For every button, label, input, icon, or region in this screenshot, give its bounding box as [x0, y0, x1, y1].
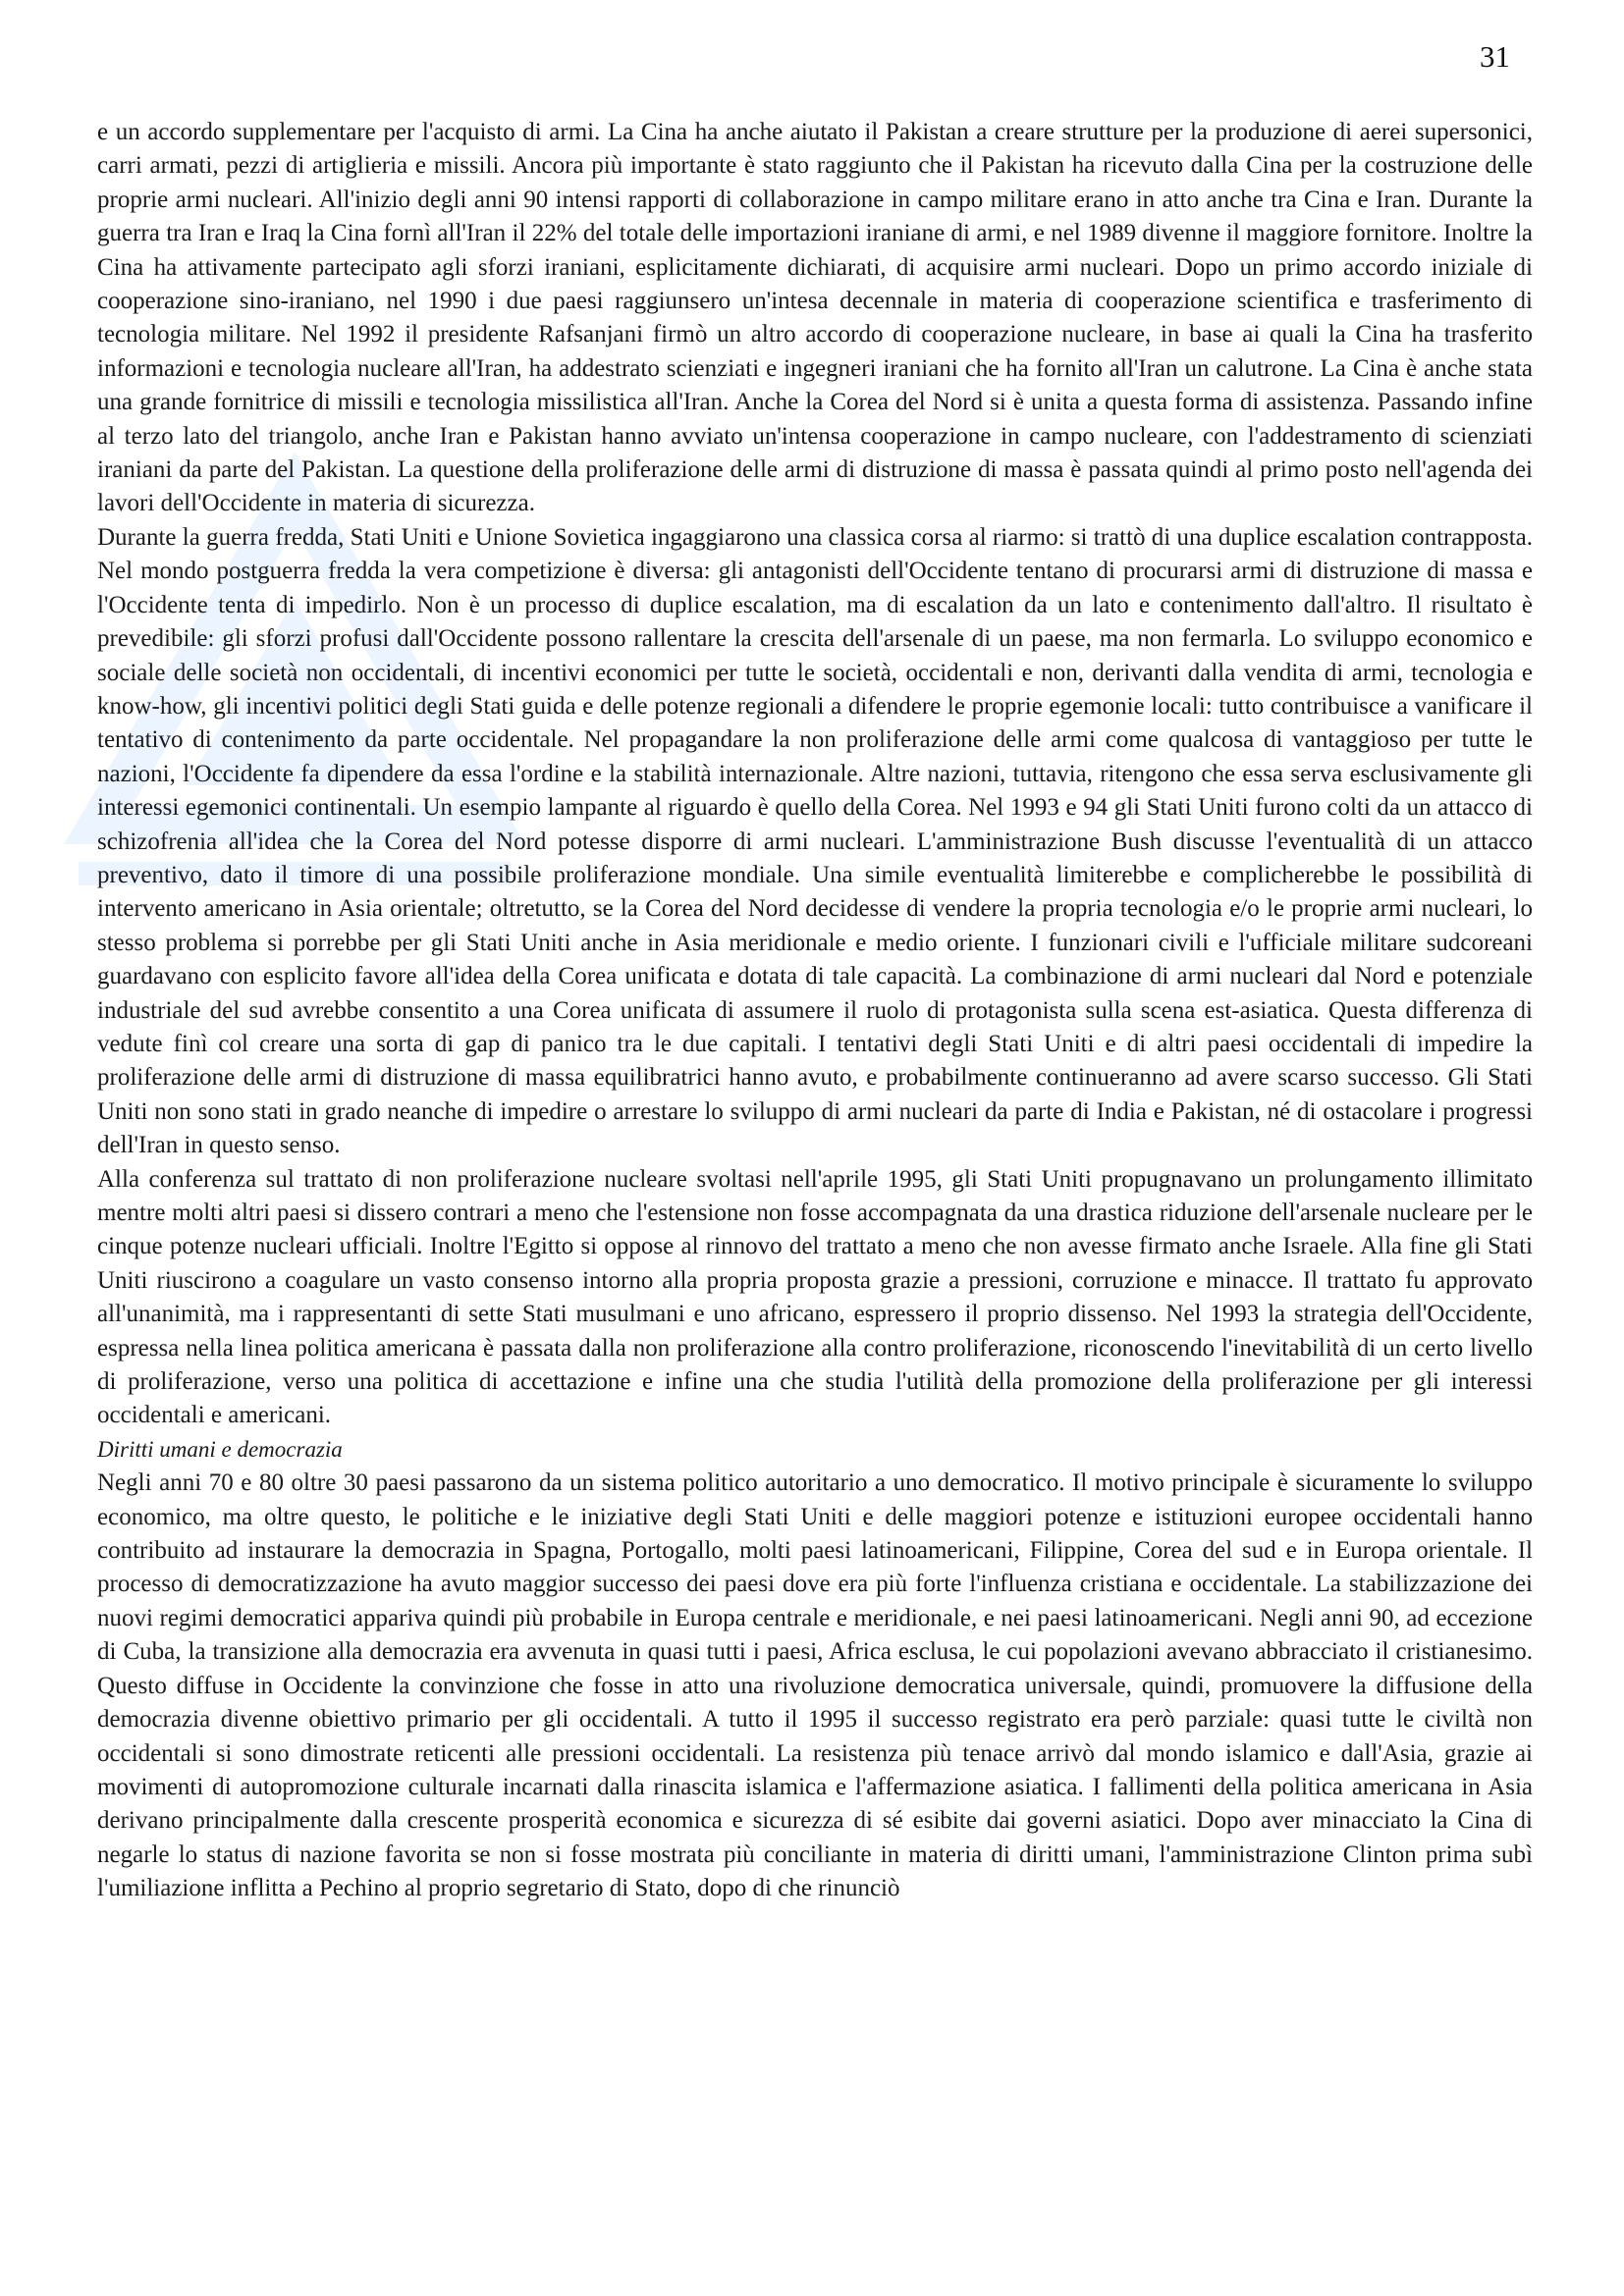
paragraph-npt-conference: Alla conferenza sul trattato di non proliferazione nucleare svoltasi nell'aprile 1995, gli Stati Uniti propugnavano un prolungamento illimitato mentre molti altri paesi si dissero contrari a meno che l'estensione non fosse accompagnata da una drastica riduzione dell'arsenale nucleare per le cinque potenze nucleari ufficiali. Inoltre l'Egitto si oppose al rinnovo del trattato a meno che non avesse firmato anche Israele. Alla fine gli Stati Uniti riuscirono a coagulare un vasto consenso intorno alla propria proposta grazie a pressioni, corruzione e minacce. Il trattato fu approvato all'unanimità, ma i rappresentanti di sette Stati musulmani e uno africano, espressero il proprio dissenso. Nel 1993 la strategia dell'Occidente, espressa nella linea politica americana è passata dalla non proliferazione alla contro proliferazione, riconoscendo l'inevitabilità di un certo livello di proliferazione, verso una politica di accettazione e infine una che studia l'utilità della promozione della proliferazione per gli interessi occidentali e americani.: [97, 1165, 1533, 1429]
paragraph-democracy: Negli anni 70 e 80 oltre 30 paesi passarono da un sistema politico autoritario a uno democratico. Il motivo principale è sicuramente lo sviluppo economico, ma oltre questo, le politiche e le iniziative degli Stati Uniti e delle maggiori potenze e istituzioni europee occidentali hanno contribuito ad instaurare la democrazia in Spagna, Portogallo, molti paesi latinoamericani, Filippine, Corea del sud e in Europa orientale. Il processo di democratizzazione ha avuto maggior successo dei paesi dove era più forte l'influenza cristiana e occidentale. La stabilizzazione dei nuovi regimi democratici appariva quindi più probabile in Europa centrale e meridionale, e nei paesi latinoamericani. Negli anni 90, ad eccezione di Cuba, la transizione alla democrazia era avvenuta in quasi tutti i paesi, Africa esclusa, le cui popolazioni avevano abbracciato il cristianesimo. Questo diffuse in Occidente la convinzione che fosse in atto una rivoluzione democratica universale, quindi, promuovere la diffusione della democrazia divenne obiettivo primario per gli occidentali. A tutto il 1995 il successo registrato era però parziale: quasi tutte le civiltà non occidentali si sono dimostrate reticenti alle pressioni occidentali. La resistenza più tenace arrivò dal mondo islamico e dall'Asia, grazie ai movimenti di autopromozione culturale incarnati dalla rinascita islamica e l'affermazione asiatica. I fallimenti della politica americana in Asia derivano principalmente dalla crescente prosperità economica e sicurezza di sé esibite dai governi asiatici. Dopo aver minacciato la Cina di negarle lo status di nazione favorita se non si fosse mostrata più conciliante in materia di diritti umani, l'amministrazione Clinton prima subì l'umiliazione inflitta a Pechino al proprio segretario di Stato, dopo di che rinunciò: [97, 1469, 1533, 1902]
document-text: [97, 116, 1533, 1906]
paragraph-arms-cooperation: e un accordo supplementare per l'acquisto di armi. La Cina ha anche aiutato il Pakistan a creare strutture per la produzione di aerei supersonici, carri armati, pezzi di artiglieria e missili. Ancora più importante è stato raggiunto che il Pakistan ha ricevuto dalla Cina per la costruzione delle proprie armi nucleari. All'inizio degli anni 90 intensi rapporti di collaborazione in campo militare erano in atto anche tra Cina e Iran. Durante la guerra tra Iran e Iraq la Cina fornì all'Iran il 22% del totale delle importazioni iraniane di armi, e nel 1989 divenne il maggiore fornitore. Inoltre la Cina ha attivamente partecipato agli sforzi iraniani, esplicitamente dichiarati, di acquisire armi nucleari. Dopo un primo accordo iniziale di cooperazione sino-iraniano, nel 1990 i due paesi raggiunsero un'intesa decennale in materia di cooperazione scientifica e trasferimento di tecnologia militare. Nel 1992 il presidente Rafsanjani firmò un altro accordo di cooperazione nucleare, in base ai quali la Cina ha trasferito informazioni e tecnologia nucleare all'Iran, ha addestrato scienziati e ingegneri iraniani che ha fornito all'Iran un calutrone. La Cina è anche stata una grande fornitrice di missili e tecnologia missilistica all'Iran. Anche la Corea del Nord si è unita a questa forma di assistenza. Passando infine al terzo lato del triangolo, anche Iran e Pakistan hanno avviato un'intensa cooperazione in campo nucleare, con l'addestramento di scienziati iraniani da parte del Pakistan. La questione della proliferazione delle armi di distruzione di massa è passata quindi al primo posto nell'agenda dei lavori dell'Occidente in materia di sicurezza.: [97, 119, 1533, 517]
paragraph-cold-war-escalation: Durante la guerra fredda, Stati Uniti e Unione Sovietica ingaggiarono una classica corsa al riarmo: si trattò di una duplice escalation contrapposta. Nel mondo postguerra fredda la vera competizione è diversa: gli antagonisti dell'Occidente tentano di procurarsi armi di distruzione di massa e l'Occidente tenta di impedirlo. Non è un processo di duplice escalation, ma di escalation da un lato e contenimento dall'altro. Il risultato è prevedibile: gli sforzi profusi dall'Occidente possono rallentare la crescita dell'arsenale di un paese, ma non fermarla. Lo sviluppo economico e sociale delle società non occidentali, di incentivi economici per tutte le società, occidentali e non, derivanti dalla vendita di armi, tecnologia e know-how, gli incentivi politici degli Stati guida e delle potenze regionali a difendere le proprie egemonie locali: tutto contribuisce a vanificare il tentativo di contenimento da parte occidentale. Nel propagandare la non proliferazione delle armi come qualcosa di vantaggioso per tutte le nazioni, l'Occidente fa dipendere da essa l'ordine e la stabilità internazionale. Altre nazioni, tuttavia, ritengono che essa serva esclusivamente gli interessi egemonici continentali. Un esempio lampante al riguardo è quello della Corea. Nel 1993 e 94 gli Stati Uniti furono colti da un attacco di schizofrenia all'idea che la Corea del Nord potesse disporre di armi nucleari. L'amministrazione Bush discusse l'eventualità di un attacco preventivo, dato il timore di una possibile proliferazione mondiale. Una simile eventualità limiterebbe e complicherebbe le possibilità di intervento americano in Asia orientale; oltretutto, se la Corea del Nord decidesse di vendere la propria tecnologia e/o le proprie armi nucleari, lo stesso problema si porrebbe per gli Stati Uniti anche in Asia meridionale e medio oriente. I funzionari civili e l'ufficiale militare sudcoreani guardavano con esplicito favore all'idea della Corea unificata e dotata di tale capacità. La combinazione di armi nucleari dal Nord e potenziale industriale del sud avrebbe consentito a una Corea unificata di assumere il ruolo di protagonista sulla scena est-asiatica. Questa differenza di vedute finì col creare una sorta di gap di panico tra le due capitali. I tentativi degli Stati Uniti e di altri paesi occidentali di impedire la proliferazione delle armi di distruzione di massa equilibratrici hanno avuto, e probabilmente continueranno ad avere scarso successo. Gli Stati Uniti non sono stati in grado neanche di impedire o arrestare lo sviluppo di armi nucleari da parte di India e Pakistan, né di ostacolare i progressi dell'Iran in questo senso.: [97, 523, 1533, 1159]
section-heading: Diritti umani e democrazia: [97, 1436, 343, 1462]
page-number: 31: [1480, 39, 1510, 74]
